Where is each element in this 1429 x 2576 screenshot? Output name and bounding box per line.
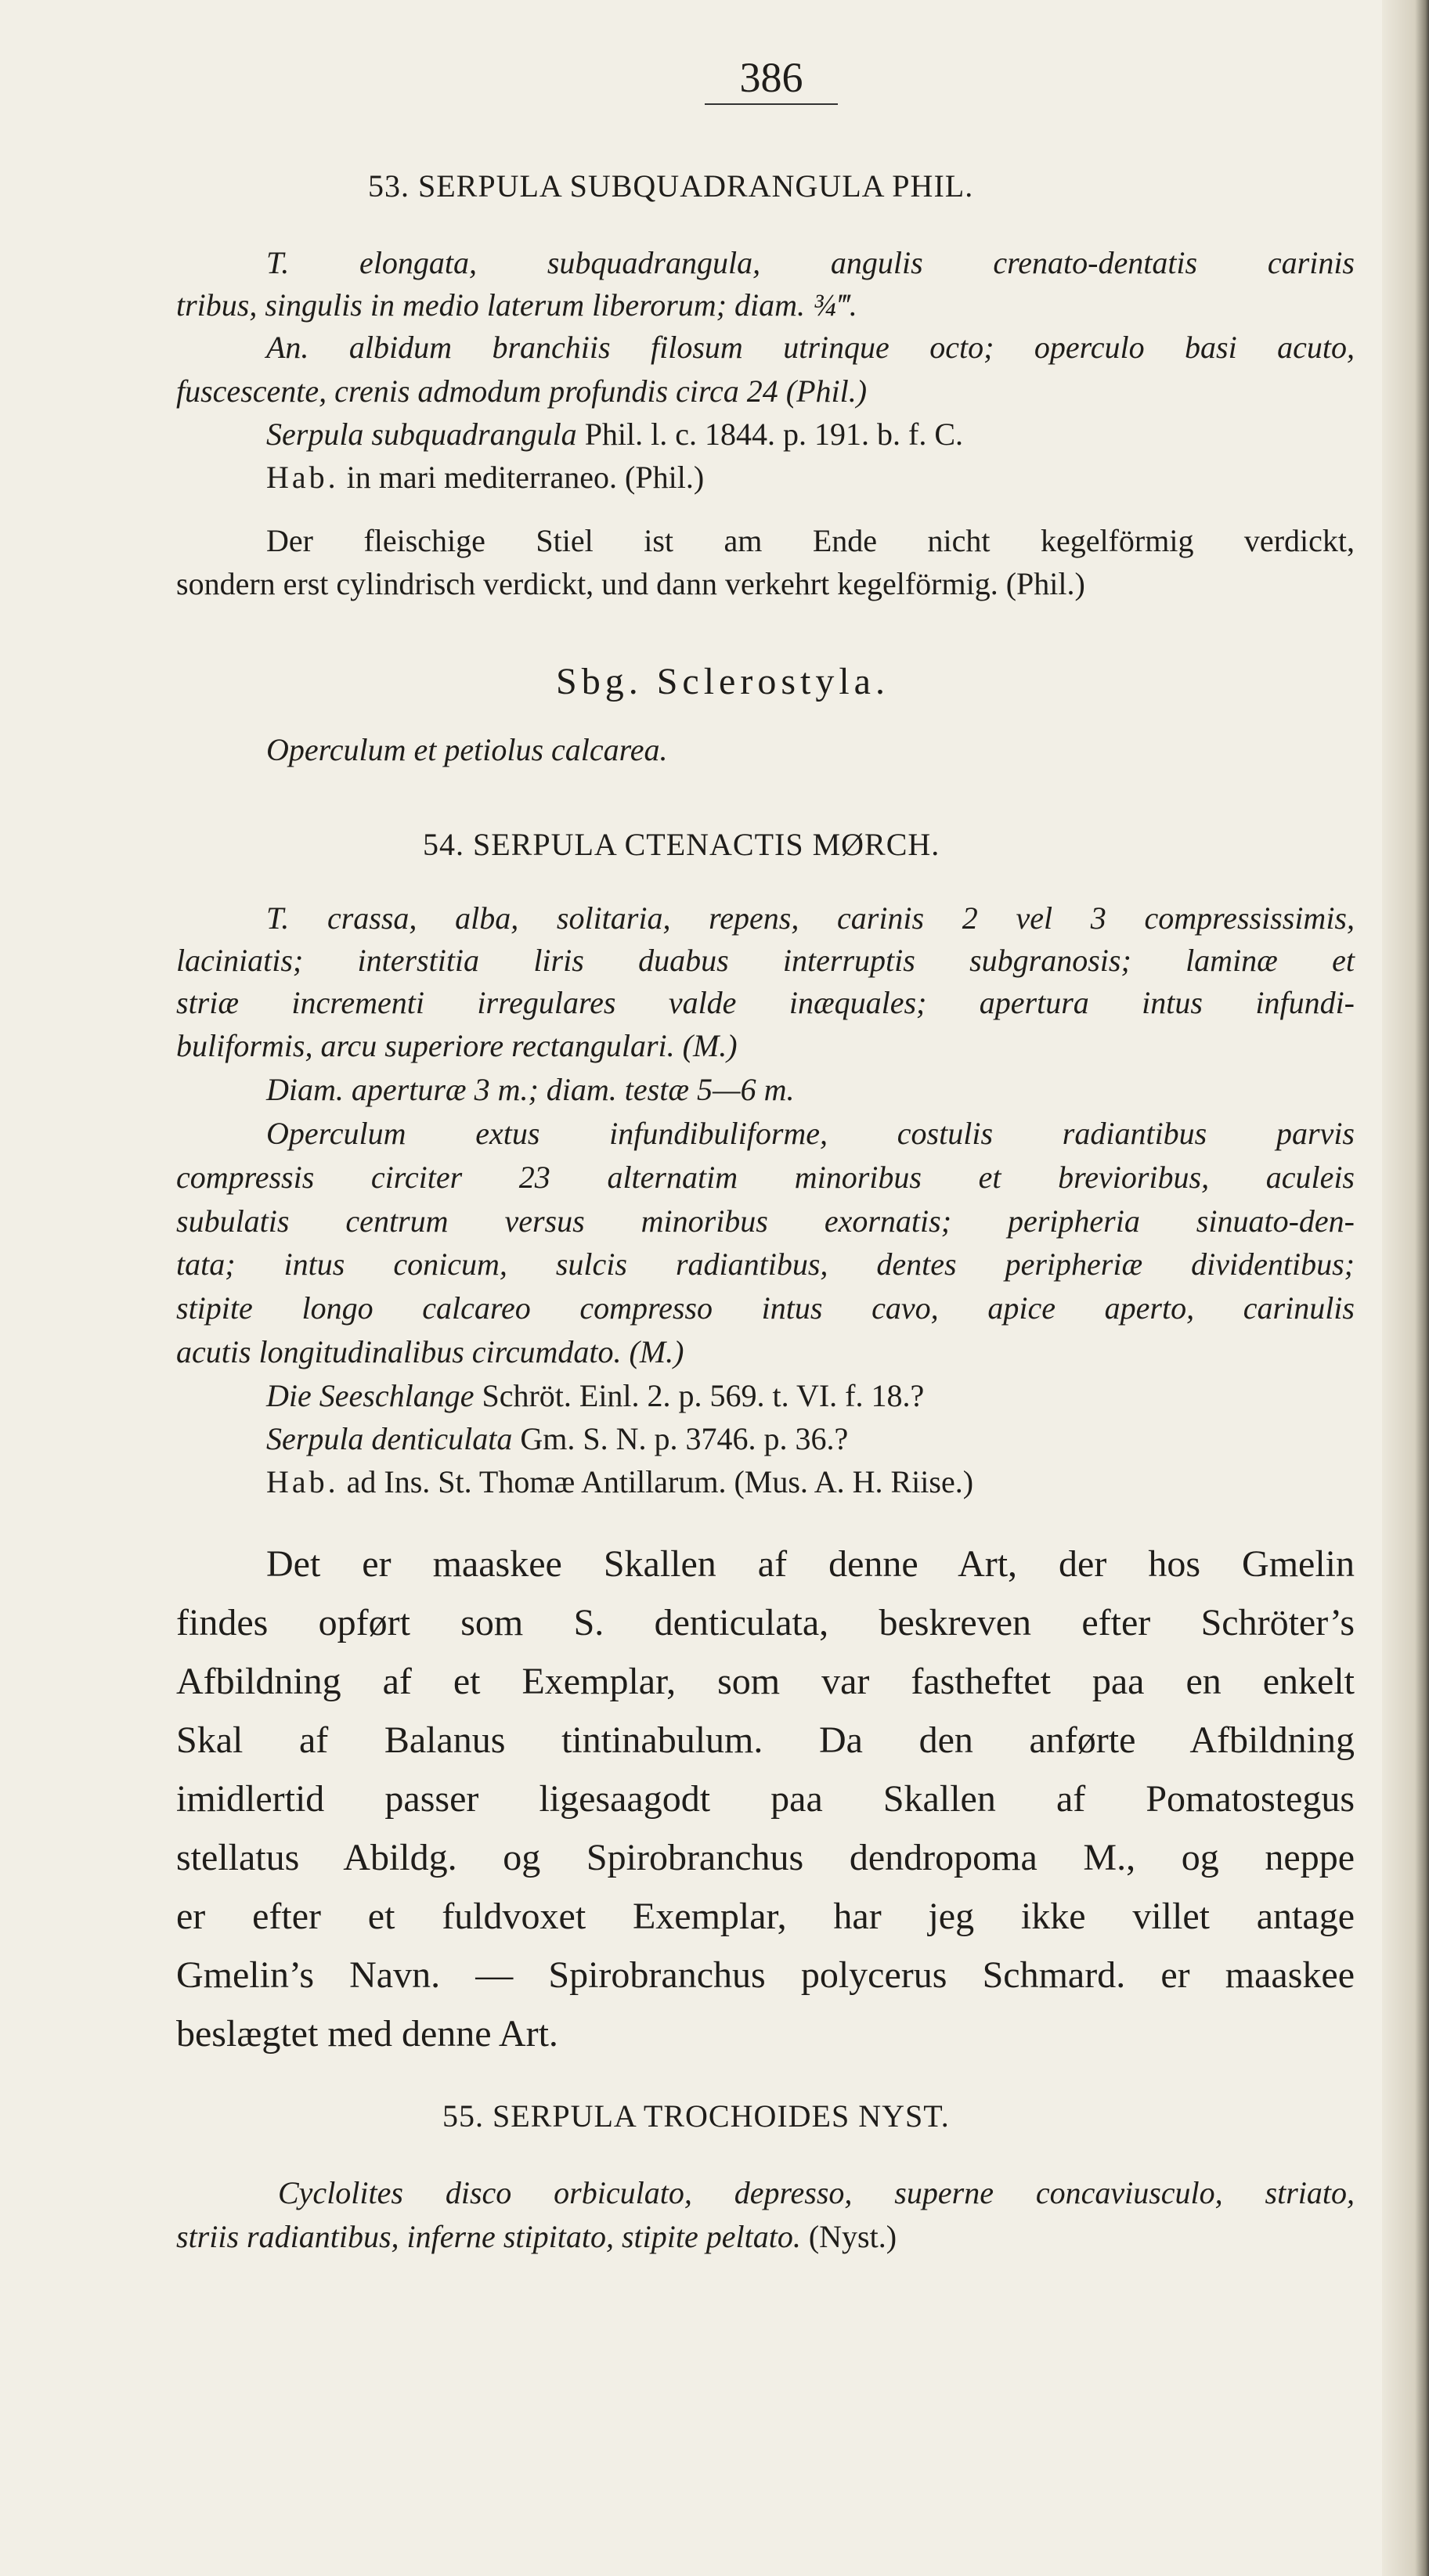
s54-line-1: T. crassa, alba, solitaria, repens, carinis 2 vel 3 compressissimis, <box>266 900 1355 936</box>
s54-line-4: buliformis, arcu superiore rectangulari. (M.) <box>176 1028 738 1063</box>
s54-line-14-rest: ad Ins. St. Thomæ Antillarum. (Mus. A. H. Riise.) <box>338 1464 974 1499</box>
s54-line-9: tata; intus conicum, sulcis radiantibus, dentes peripheriæ dividentibus; <box>176 1247 1355 1282</box>
subgenus-heading: Sbg. Sclerostyla. <box>556 661 890 702</box>
s54-line-12 <box>266 1378 924 1414</box>
s54-line-8: subulatis centrum versus minoribus exornatis; peripheria sinuato-den- <box>176 1203 1355 1239</box>
s53-line-8: sondern erst cylindrisch verdickt, und dann verkehrt kegelförmig. (Phil.) <box>176 566 1085 601</box>
s54-line-7: compressis circiter 23 alternatim minoribus et brevioribus, aculeis <box>176 1160 1355 1195</box>
para-line-6: stellatus Abildg. og Spirobranchus dendropoma M., og neppe <box>176 1837 1355 1878</box>
s54-line-14-label: Hab. <box>266 1464 339 1499</box>
s54-line-13 <box>266 1421 848 1457</box>
s54-line-13-italic: Serpula denticulata <box>266 1421 513 1456</box>
s53-line-7: Der fleischige Stiel ist am Ende nicht kegelförmig verdickt, <box>266 523 1355 558</box>
heading-55: 55. SERPULA TROCHOIDES NYST. <box>442 2098 950 2134</box>
para-line-9: beslægtet med denne Art. <box>176 2013 558 2055</box>
s54-line-14 <box>266 1464 973 1500</box>
para-line-5: imidlertid passer ligesaagodt paa Skallen af Pomatostegus <box>176 1778 1355 1820</box>
para-line-2: findes opført som S. denticulata, beskreven efter Schröter’s <box>176 1602 1355 1643</box>
s54-line-12-italic: Die Seeschlange <box>266 1378 475 1413</box>
heading-53: 53. SERPULA SUBQUADRANGULA PHIL. <box>368 168 974 204</box>
s54-line-11: acutis longitudinalibus circumdato. (M.) <box>176 1334 684 1369</box>
s53-line-6 <box>266 460 704 496</box>
s55-line-1: Cyclolites disco orbiculato, depresso, superne concaviusculo, striato, <box>278 2175 1355 2210</box>
s54-line-13-rest: Gm. S. N. p. 3746. p. 36.? <box>512 1421 849 1456</box>
s55-line-2-italic: striis radiantibus, inferne stipitato, stipite peltato. <box>176 2219 801 2254</box>
para-line-1: Det er maaskee Skallen af denne Art, der hos Gmelin <box>266 1543 1355 1585</box>
s53-line-3: An. albidum branchiis filosum utrinque octo; operculo basi acuto, <box>266 330 1355 365</box>
para-line-7: er efter et fuldvoxet Exemplar, har jeg ikke villet antage <box>176 1896 1355 1937</box>
para-line-8: Gmelin’s Navn. — Spirobranchus polycerus Schmard. er maaskee <box>176 1954 1355 1996</box>
heading-54: 54. SERPULA CTENACTIS MØRCH. <box>423 827 940 862</box>
s54-line-12-rest: Schröt. Einl. 2. p. 569. t. VI. f. 18.? <box>474 1378 925 1413</box>
s55-line-2-rest: (Nyst.) <box>800 2219 897 2254</box>
s54-line-10: stipite longo calcareo compresso intus cavo, apice aperto, carinulis <box>176 1290 1355 1326</box>
para-line-4: Skal af Balanus tintinabulum. Da den anførte Afbildning <box>176 1719 1355 1761</box>
para-line-3: Afbildning af et Exemplar, som var fastheftet paa en enkelt <box>176 1661 1355 1702</box>
s53-line-2: tribus, singulis in medio laterum liberorum; diam. ¾‴. <box>176 287 857 323</box>
s54-line-3: striæ incrementi irregulares valde inæquales; apertura intus infundi- <box>176 985 1355 1020</box>
s54-line-5: Diam. aperturæ 3 m.; diam. testæ 5—6 m. <box>266 1072 795 1107</box>
s54-line-6: Operculum extus infundibuliforme, costulis radiantibus parvis <box>266 1116 1355 1151</box>
s53-line-5 <box>266 417 963 453</box>
s53-line-6-label: Hab. <box>266 460 339 495</box>
s53-line-1: T. elongata, subquadrangula, angulis crenato-dentatis carinis <box>266 245 1355 280</box>
page-number: 386 <box>705 56 838 105</box>
subgenus-line-1: Operculum et petiolus calcarea. <box>266 732 668 767</box>
s53-line-6-rest: in mari mediterraneo. (Phil.) <box>338 460 705 495</box>
s54-line-2: laciniatis; interstitia liris duabus interruptis subgranosis; laminæ et <box>176 943 1355 978</box>
s53-line-5-rest: Phil. l. c. 1844. p. 191. b. f. C. <box>576 417 964 452</box>
s53-line-4: fuscescente, crenis admodum profundis circa 24 (Phil.) <box>176 373 868 409</box>
s53-line-5-italic: Serpula subquadrangula <box>266 417 577 452</box>
s55-line-2 <box>176 2219 897 2255</box>
